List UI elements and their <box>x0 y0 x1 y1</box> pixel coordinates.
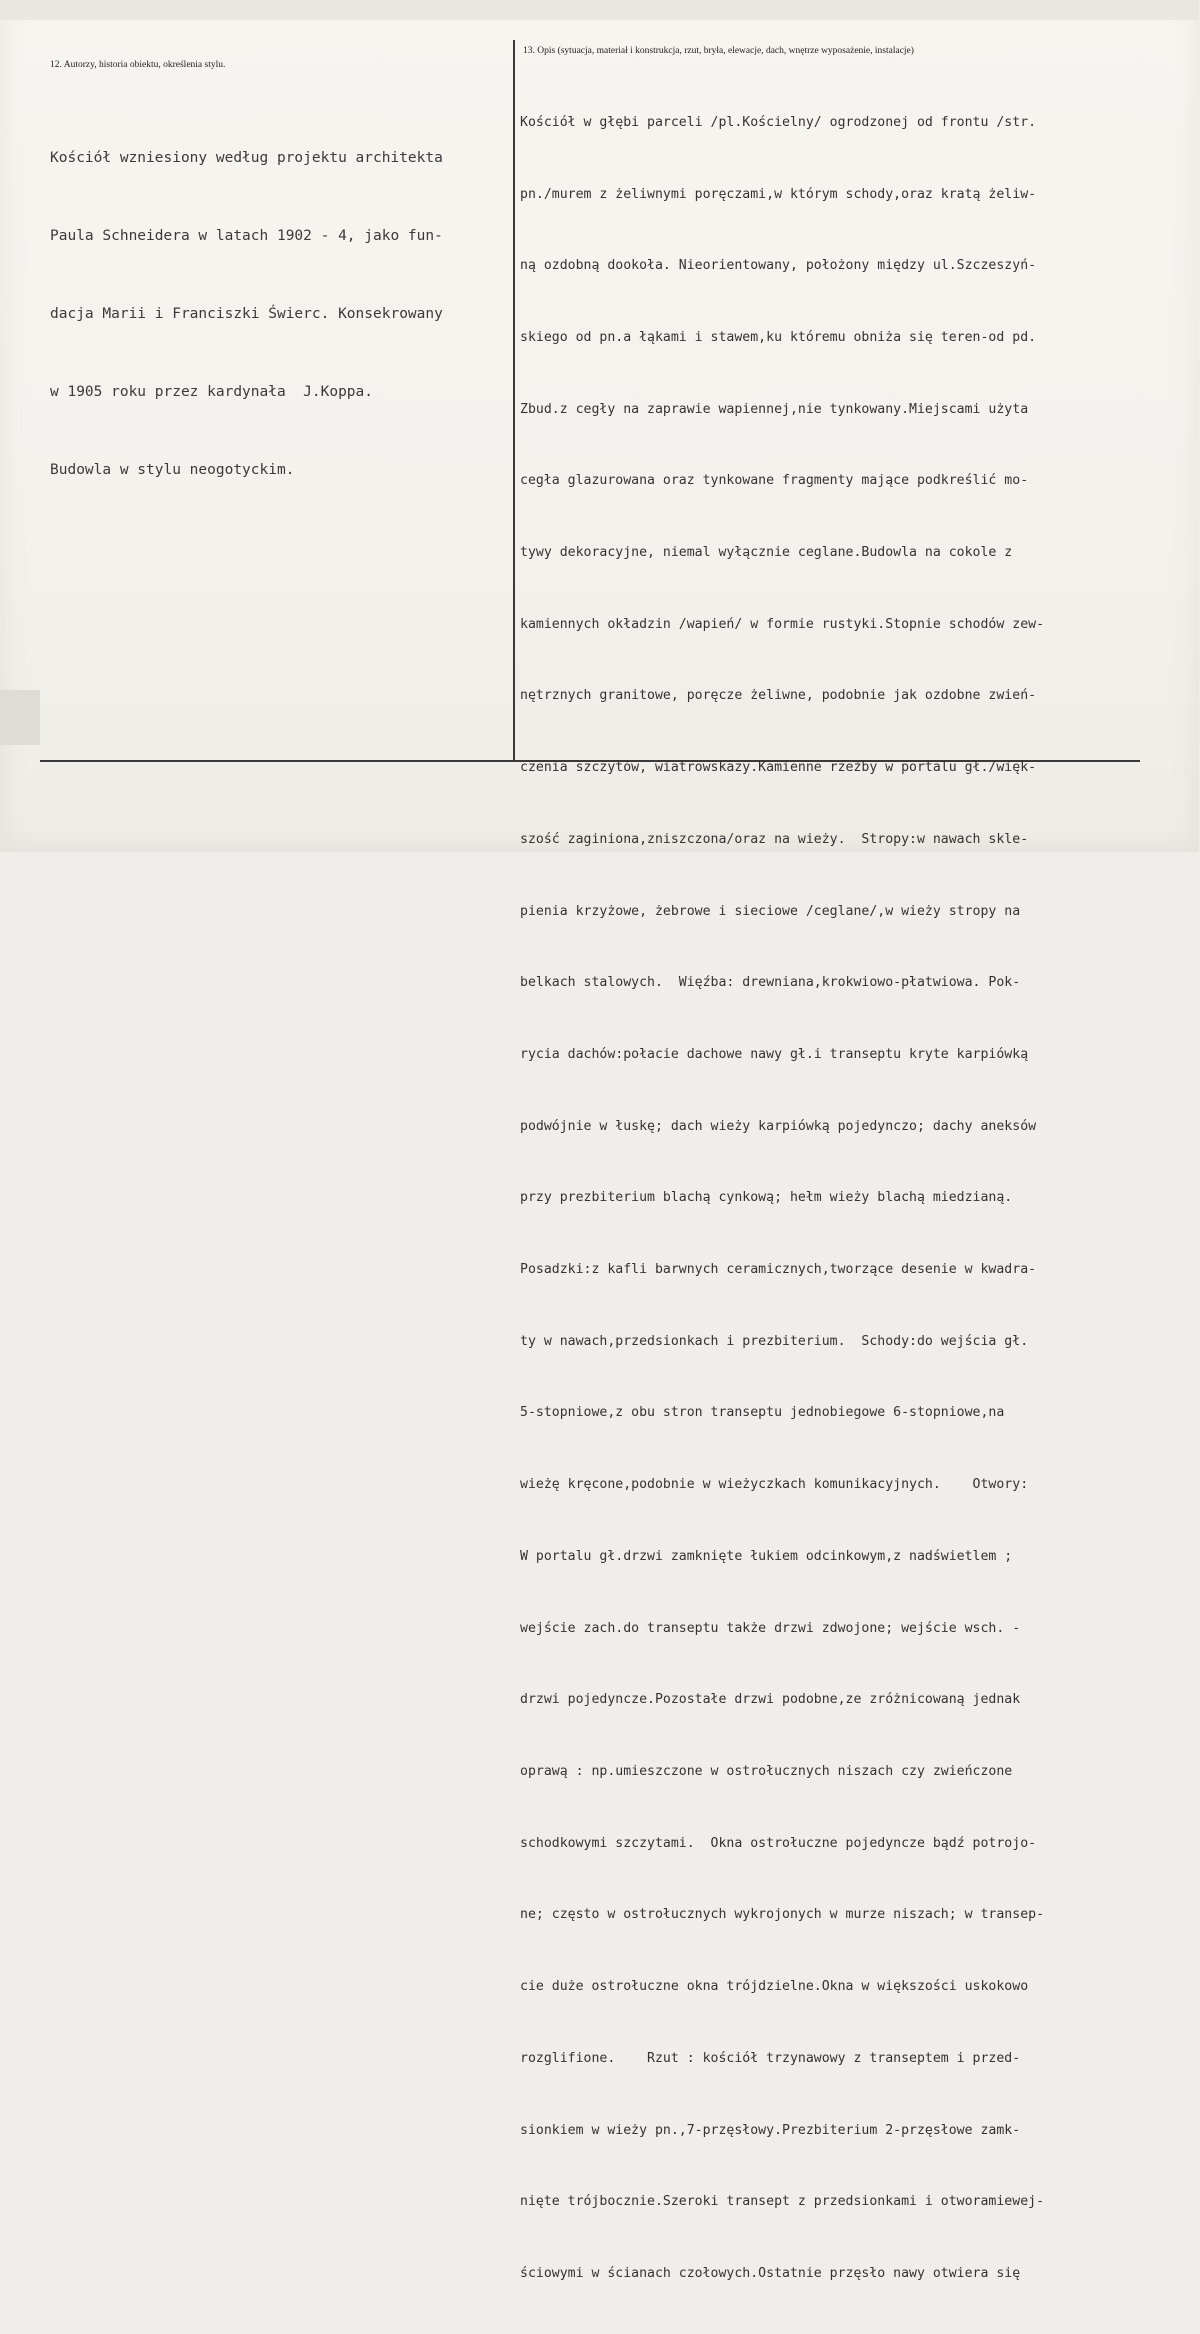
text-line: ne; często w ostrołucznych wykrojonych w murze niszach; w transep- <box>520 1907 1045 1923</box>
text-line: ty w nawach,przedsionkach i prezbiterium. Schody:do wejścia gł. <box>520 1333 1029 1349</box>
text-line: ną ozdobną dookoła. Nieorientowany, położony między ul.Szczeszyń- <box>520 258 1037 274</box>
text-line: 5-stopniowe,z obu stron transeptu jednobiegowe 6-stopniowe,na <box>520 1405 1005 1421</box>
text-line: Kościół w głębi parceli /pl.Kościelny/ ogrodzonej od frontu /str. <box>520 114 1037 130</box>
text-line: Paula Schneidera w latach 1902 - 4, jako fun- <box>50 228 443 244</box>
text-line: cie duże ostrołuczne okna trójdzielne.Okna w większości uskokowo <box>520 1979 1029 1995</box>
text-line: Kościół wzniesiony według projektu architekta <box>50 150 443 166</box>
text-line: wieżę kręcone,podobnie w wieżyczkach komunikacyjnych. Otwory: <box>520 1477 1029 1493</box>
top-paper-strip <box>0 0 1199 20</box>
section-12-heading: 12. Autorzy, historia obiektu, określenia stylu. <box>50 60 226 70</box>
text-line: kamiennych okładzin /wapień/ w formie rustyki.Stopnie schodów zew- <box>520 616 1045 632</box>
text-line: dacja Marii i Franciszki Świerc. Konsekrowany <box>50 306 443 322</box>
section-12-text <box>50 93 510 535</box>
text-line: skiego od pn.a łąkami i stawem,ku któremu obniża się teren-od pd. <box>520 329 1037 345</box>
text-line: sionkiem w wieży pn.,7-przęsłowy.Prezbiterium 2-przęsłowe zamk- <box>520 2122 1021 2138</box>
text-line: szość zaginiona,zniszczona/oraz na wieży. Stropy:w nawach skle- <box>520 831 1029 847</box>
text-line: ściowymi w ścianach czołowych.Ostatnie przęsło nawy otwiera się <box>520 2265 1021 2281</box>
text-line: schodkowymi szczytami. Okna ostrołuczne pojedyncze bądź potrojo- <box>520 1835 1037 1851</box>
text-line: Zbud.z cegły na zaprawie wapiennej,nie tynkowany.Miejscami użyta <box>520 401 1029 417</box>
text-line: wejście zach.do transeptu także drzwi zdwojone; wejście wsch. - <box>520 1620 1021 1636</box>
text-line: pienia krzyżowe, żebrowe i sieciowe /ceglane/,w wieży stropy na <box>520 903 1021 919</box>
text-line: nięte trójbocznie.Szeroki transept z przedsionkami i otworamiewej- <box>520 2194 1045 2210</box>
column-divider <box>513 40 515 760</box>
text-line: czenia szczytów, wiatrowskazy.Kamienne rzeźby w portalu gł./więk- <box>520 760 1037 776</box>
text-line: pn./murem z żeliwnymi poręczami,w którym schody,oraz kratą żeliw- <box>520 186 1037 202</box>
text-line: Budowla w stylu neogotyckim. <box>50 462 295 478</box>
text-line: oprawą : np.umieszczone w ostrołucznych niszach czy zwieńczone <box>520 1763 1013 1779</box>
section-13-heading: 13. Opis (sytuacja, materiał i konstrukcja, rzut, bryła, elewacje, dach, wnętrze wyposażenie, instalacje) <box>523 46 914 56</box>
text-line: nętrznych granitowe, poręcze żeliwne, podobnie jak ozdobne zwień- <box>520 688 1037 704</box>
text-line: Posadzki:z kafli barwnych ceramicznych,tworzące desenie w kwadra- <box>520 1262 1037 1278</box>
paper-edge-mark <box>0 690 40 745</box>
text-line: w 1905 roku przez kardynała J.Koppa. <box>50 384 374 400</box>
section-13-text <box>520 63 1200 2334</box>
text-line: podwójnie w łuskę; dach wieży karpiówką pojedynczo; dachy aneksów <box>520 1118 1037 1134</box>
text-line: cegła glazurowana oraz tynkowane fragmenty mające podkreślić mo- <box>520 473 1029 489</box>
text-line: przy prezbiterium blachą cynkową; hełm wieży blachą miedzianą. <box>520 1190 1013 1206</box>
text-line: W portalu gł.drzwi zamknięte łukiem odcinkowym,z nadświetlem ; <box>520 1548 1013 1564</box>
text-line: tywy dekoracyjne, niemal wyłącznie ceglane.Budowla na cokole z <box>520 545 1013 561</box>
text-line: belkach stalowych. Więźba: drewniana,krokwiowo-płatwiowa. Pok- <box>520 975 1021 991</box>
text-line: rycia dachów:połacie dachowe nawy gł.i transeptu kryte karpiówką <box>520 1046 1029 1062</box>
text-line: rozglifione. Rzut : kościół trzynawowy z transeptem i przed- <box>520 2050 1021 2066</box>
text-line: drzwi pojedyncze.Pozostałe drzwi podobne,ze zróżnicowaną jednak <box>520 1692 1021 1708</box>
